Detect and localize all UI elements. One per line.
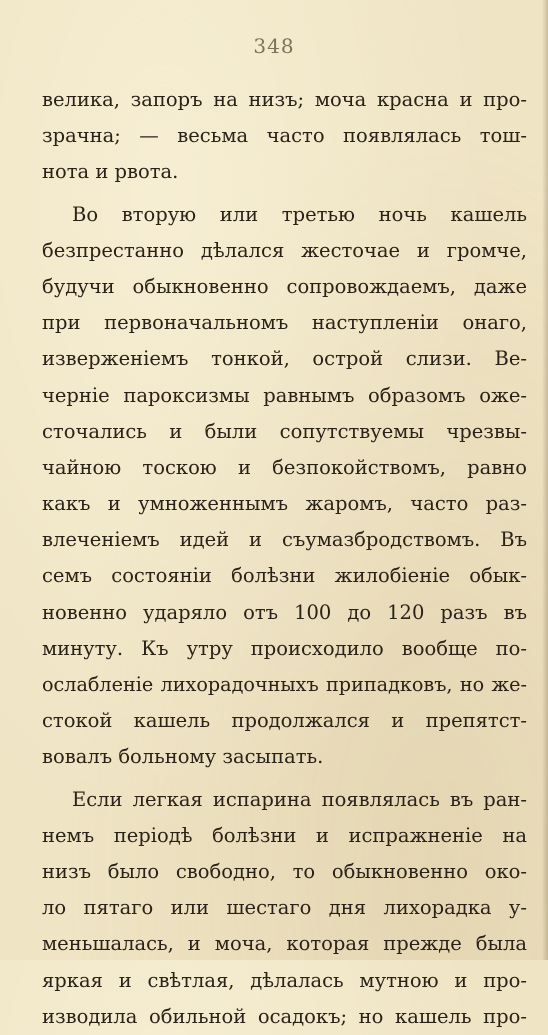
text-line: семъ состояніи болѣзни жилобіеніе обык-	[42, 564, 527, 588]
text-line: яркая и свѣтлая, дѣлалась мутною и про-	[42, 968, 527, 992]
text-line: изверженіемъ тонкой, острой слизи. Ве-	[42, 347, 527, 371]
text-line: черніе пароксизмы равнымъ образомъ оже-	[42, 383, 527, 407]
text-line: Если легкая испарина появлялась въ ран-	[72, 787, 527, 811]
text-line: минуту. Къ утру происходило вообще по-	[42, 636, 527, 660]
text-line: влеченіемъ идей и съумазбродствомъ. Въ	[42, 528, 527, 552]
page-number: 348	[253, 34, 295, 58]
text-line: велика, запоръ на низъ; моча красна и про-	[42, 88, 527, 111]
text-line: немъ періодѣ болѣзни и испражненіе на	[42, 823, 527, 847]
text-line: будучи обыкновенно сопровождаемъ, даже	[42, 274, 527, 298]
text-line: вовалъ больному засыпать.	[42, 745, 324, 769]
text-line: ло пятаго или шестаго дня лихорадка у-	[42, 896, 527, 920]
text-line: низъ было свободно, то обыкновенно око-	[42, 859, 527, 883]
text-line: меньшалась, и моча, которая прежде была	[42, 932, 527, 956]
text-line: новенно ударяло отъ 100 до 120 разъ въ	[42, 600, 527, 624]
text-line: зрачна; — весьма часто появлялась тош-	[42, 124, 527, 148]
text-line: безпрестанно дѣлался жесточае и громче,	[42, 238, 527, 262]
text-line: при первоначальномъ наступленіи онаго,	[42, 311, 527, 335]
text-line: ослабленіе лихорадочныхъ припадковъ, но же-	[42, 673, 527, 696]
text-line: стокой кашель продолжался и препятст-	[42, 709, 527, 733]
text-line: какъ и умноженнымъ жаромъ, часто раз-	[42, 492, 527, 516]
text-line: чайною тоскою и безпокойствомъ, равно	[42, 455, 527, 479]
text-line: нота и рвота.	[42, 160, 179, 184]
body-text	[42, 82, 527, 1035]
text-line: изводила обильной осадокъ; но кашель про-	[42, 1004, 527, 1028]
page-edge-shadow	[542, 0, 548, 960]
text-line: Во вторую или третью ночь кашель	[72, 202, 527, 226]
text-line: сточались и были сопутствуемы чрезвы-	[42, 419, 527, 443]
